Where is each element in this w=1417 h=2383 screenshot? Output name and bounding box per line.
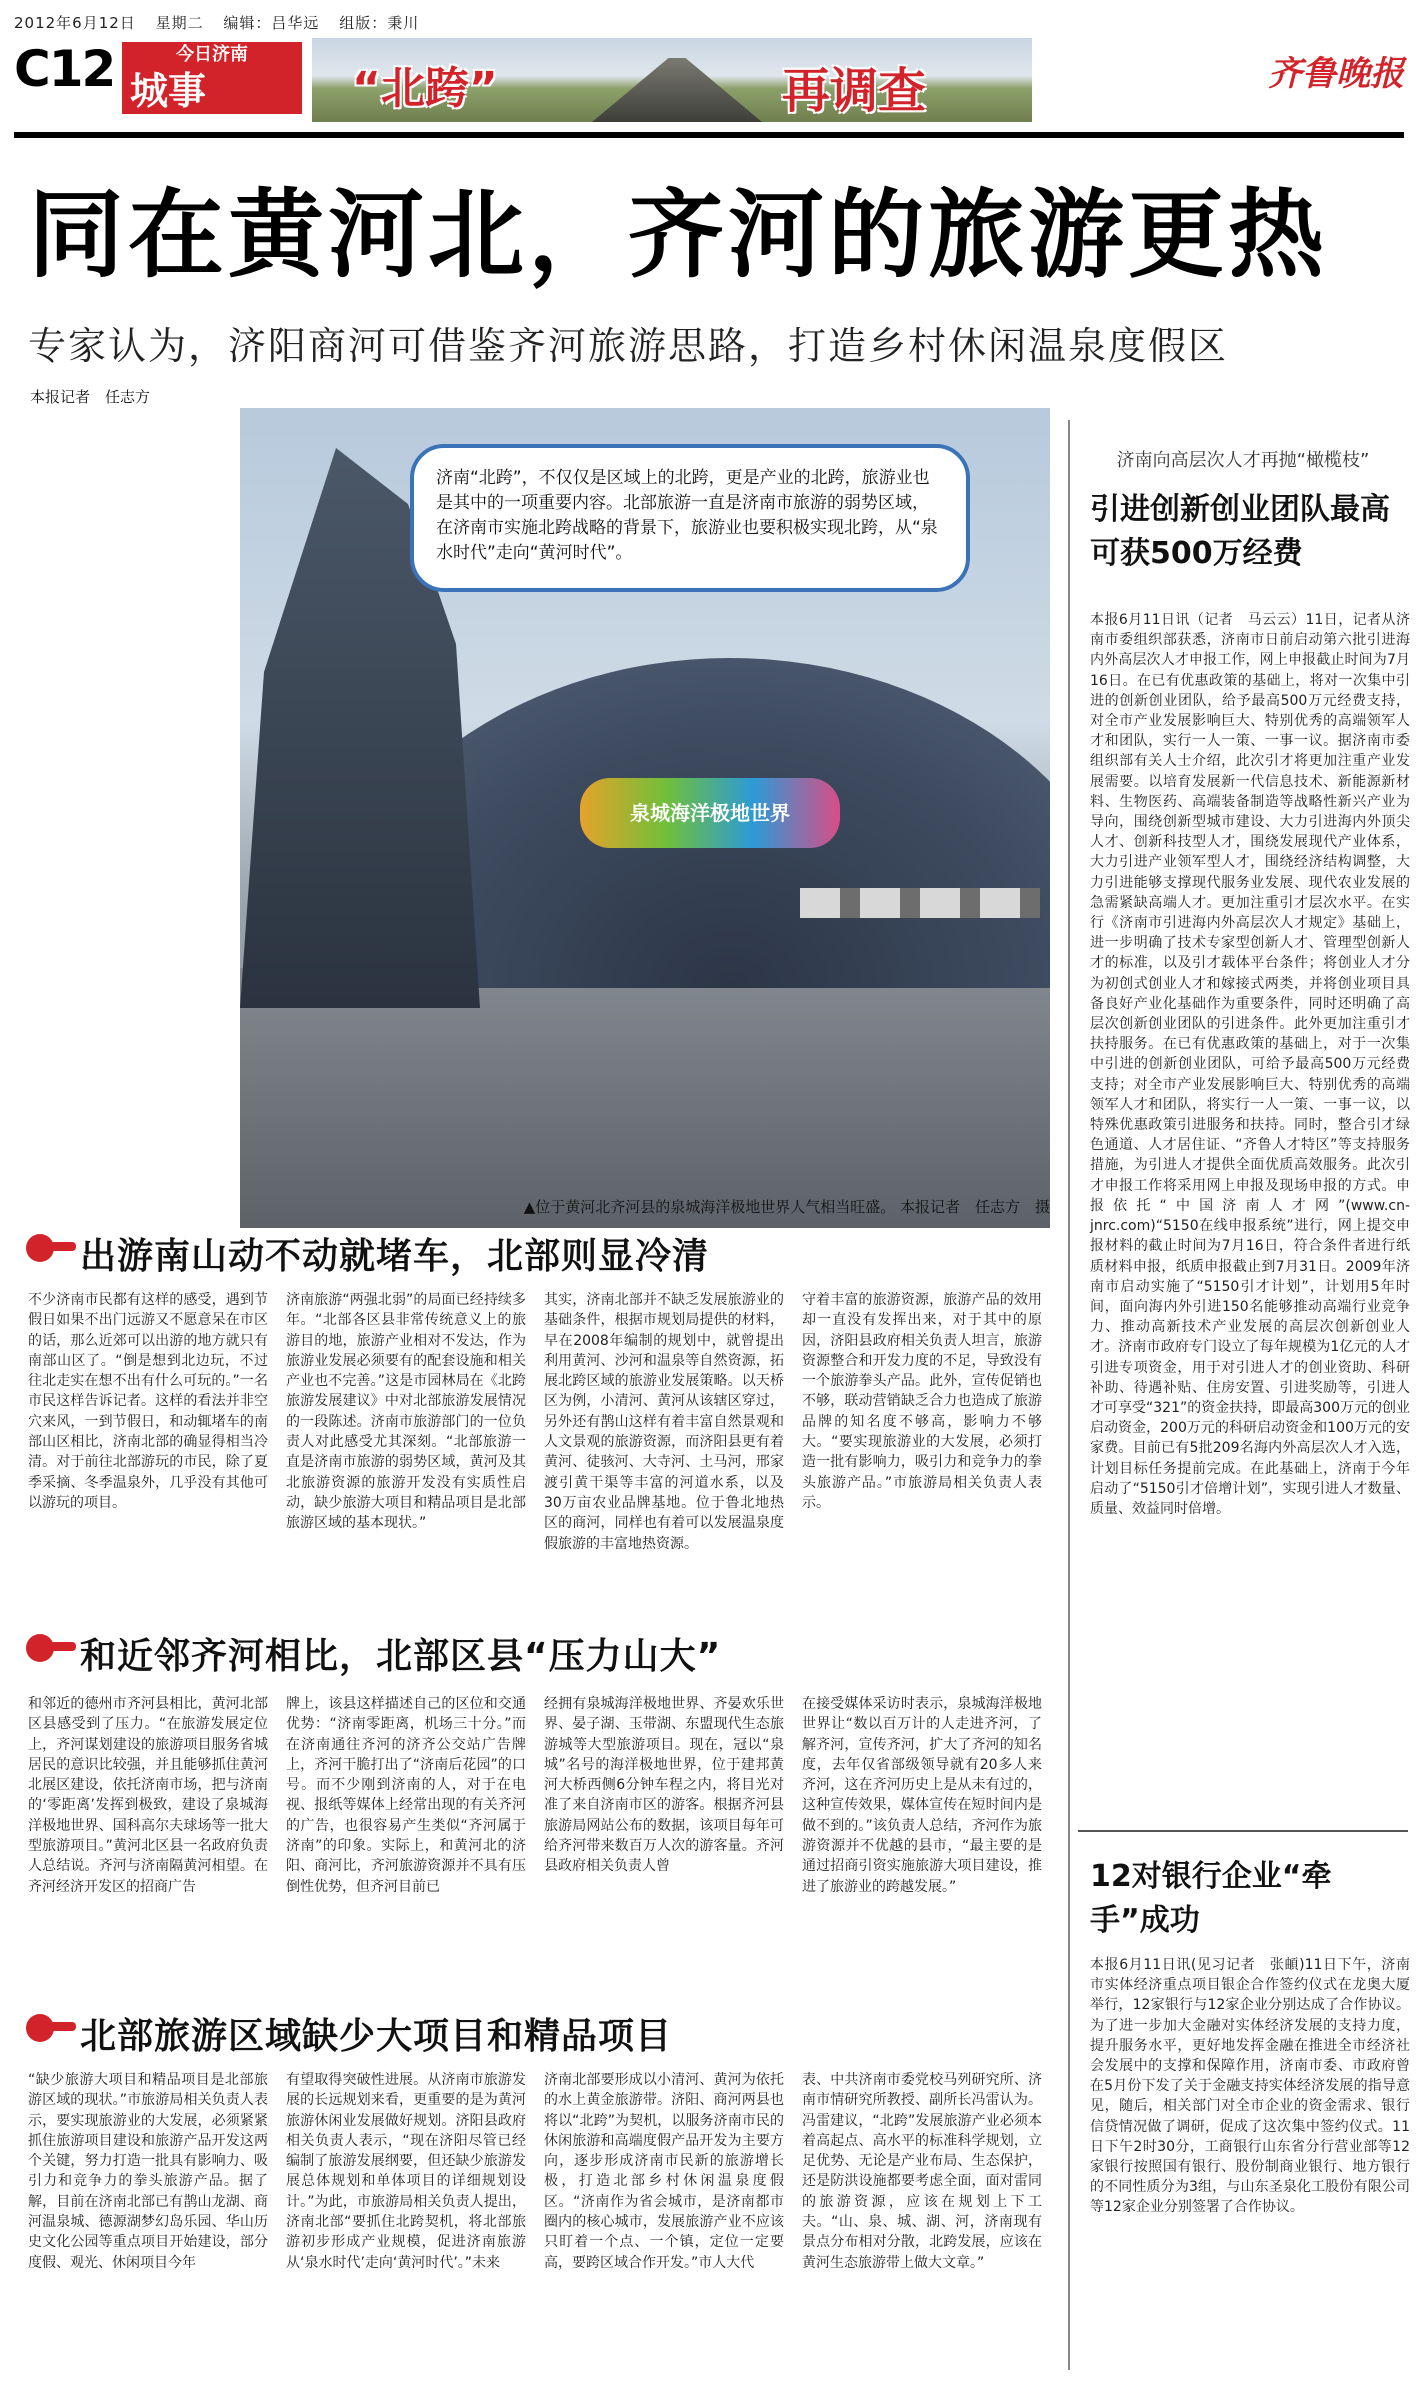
section-2-column-1: 和邻近的德州市齐河县相比，黄河北部区县感受到了压力。“在旅游发展定位上，齐河谋划建设的旅游项目服务省城居民的意识比较强，并且能够抓住黄河北展区建设，依托济南市场，把与济南的‘零距离’发挥到极致，建设了泉城海洋极地世界、国科高尔夫球场等一批大型旅游项目。”黄河北区县一名政府负责人总结说。齐河与济南隔黄河相望。在齐河经济开发区的招商广告 (28, 1696, 268, 1895)
railway-track-image (592, 58, 762, 122)
section-2-column-2: 牌上，该县这样描述自己的区位和交通优势：“济南零距离，机场三十分。”而在济南通往齐河的济齐公交站广告牌上，齐河干脆打出了“济南后花园”的口号。而不少刚到济南的人，对于在电视、报纸等媒体上经常出现的有关齐河的广告，也很容易产生类似“齐河属于济南”的印象。实际上，和黄河北的济阳、商河比，齐河旅游资源并不具有压倒性优势，但齐河目前已 (286, 1696, 526, 1895)
section-3-column-2: 有望取得突破性进展。从济南市旅游发展的长远规划来看，更重要的是为黄河旅游休闲业发展做好规划。济阳县政府相关负责人表示，“现在济阳尽管已经编制了旅游发展纲要，但还缺少旅游发展总体规划和单体项目的详细规划设计。”为此，市旅游局相关负责人提出，济南北部“要抓住北跨契机，将北部旅游初步形成产业规模，促进济南旅游从‘泉水时代’走向‘黄河时代’。”未来 (286, 2072, 526, 2271)
pointing-hand-icon (26, 2010, 78, 2046)
section-1-column-2: 济南旅游“两强北弱”的局面已经持续多年。“北部各区县非常传统意义上的旅游目的地，旅游产业相对不发达，作为旅游业发展必须要有的配套设施和相关产业也不完善。”这是市园林局在《北跨旅游发展建议》中对北部旅游发展情况的一段陈述。济南市旅游部门的一位负责人对此感受尤其深刻。“北部旅游一直是济南市旅游的弱势区域，黄河及其北旅游资源的旅游开发没有实质性启动，缺少旅游大项目和精品项目是北部旅游区域的基本现状。” (286, 1292, 526, 1532)
page-number: C12 (14, 40, 115, 98)
pointing-hand-icon (26, 1230, 78, 1266)
photo-caption: ▲位于黄河北齐河县的泉城海洋极地世界人气相当旺盛。 本报记者 任志方 摄 (523, 1198, 1050, 1216)
pointing-hand-icon (26, 1630, 78, 1666)
photo-sign: 泉城海洋极地世界 (580, 778, 840, 848)
photo-parked-cars (800, 888, 1040, 918)
editor: 编辑：吕华远 (223, 14, 320, 32)
header-banner (312, 38, 1032, 122)
section-3-column-3: 济南北部要形成以小清河、黄河为依托的水上黄金旅游带。济阳、商河两县也将以“北跨”为契机，以服务济南市民的休闲旅游和高端度假产品开发为主要方向，逐步形成济南市民新的旅游增长极，打造北部乡村休闲温泉度假区。“济南作为省会城市，是济南都市圈内的核心城市，发展旅游产业不应该只盯着一个点、一个镇，定位一定要高，要跨区域合作开发。”市人大代 (544, 2072, 784, 2271)
quote-bubble: 济南“北跨”，不仅仅是区域上的北跨，更是产业的北跨，旅游业也是其中的一项重要内容。北部旅游一直是济南市旅游的弱势区域，在济南市实施北跨战略的背景下，旅游业也要积极实现北跨，从“泉水时代”走向“黄河时代”。 (410, 444, 970, 592)
section-2-column-3: 经拥有泉城海洋极地世界、齐晏欢乐世界、晏子湖、玉带湖、东盟现代生态旅游城等大型旅游项目。现在，冠以“泉城”名号的海洋极地世界，位于建邦黄河大桥西侧6分钟车程之内，将目光对准了来自济南市区的游客。根据齐河县旅游局网站公布的数据，该项目每年可给齐河带来数百万人次的游客量。齐河县政府相关负责人曾 (544, 1696, 784, 1875)
banner-right-text: 再调查 (782, 63, 927, 119)
section-3-column-1: “缺少旅游大项目和精品项目是北部旅游区域的现状。”市旅游局相关负责人表示，要实现旅游业的大发展，必须紧紧抓住旅游项目建设和旅游产品开发这两个关键，努力打造一批具有影响力、吸引力和竞争力的拳头旅游产品。据了解，目前在济南北部已有鹊山龙湖、商河温泉城、德源湖梦幻岛乐园、华山历史文化公园等重点项目开始建设，部分度假、观光、休闲项目今年 (28, 2072, 268, 2271)
sidebar-kicker: 济南向高层次人才再抛“橄榄枝” (1116, 450, 1370, 471)
section-heading-1: 出游南山动不动就堵车，北部则显冷清 (80, 1236, 710, 1277)
sidebar-title-2: 12对银行企业“牵手”成功 (1090, 1859, 1332, 1938)
subheadline: 专家认为，济阳商河可借鉴齐河旅游思路，打造乡村休闲温泉度假区 (28, 324, 1229, 368)
section-heading-2: 和近邻齐河相比，北部区县“压力山大” (80, 1636, 722, 1677)
newspaper-logo: 齐鲁晚报 (1268, 54, 1404, 94)
date: 2012年6月12日 (14, 14, 136, 32)
header-rule (14, 132, 1404, 138)
sidebar-title: 引进创新创业团队最高可获500万经费 (1090, 492, 1390, 571)
sidebar-body-2: 本报6月11日讯(见习记者 张頔)11日下午，济南市实体经济重点项目银企合作签约仪式在龙奥大厦举行，12家银行与12家企业分别达成了合作协议。为了进一步加大金融对实体经济发展的支持力度，提升服务水平，更好地发挥金融在推进全市经济社会发展中的支撑和保障作用，济南市委、市政府曾在5月份下发了关于金融支持实体经济发展的指导意见，随后，相关部门对全市企业的资金需求、银行信贷情况做了调研，促成了这次集中签约仪式。11日下午2时30分，工商银行山东省分行营业部等12家银行按照国有银行、股份制商业银行、地方银行的不同性质分为3组，与山东圣泉化工股份有限公司等12家企业分别签署了合作协议。 (1090, 1957, 1410, 2216)
sidebar-rule (1078, 1830, 1408, 1832)
sidebar-divider (1068, 420, 1070, 2370)
section-heading-3: 北部旅游区域缺少大项目和精品项目 (80, 2016, 673, 2057)
dateline (14, 12, 433, 33)
weekday: 星期二 (155, 14, 204, 32)
banner-left-text: “北跨” (352, 63, 498, 114)
byline: 本报记者 任志方 (30, 388, 151, 406)
section-3-column-4: 表、中共济南市委党校马列研究所、济南市情研究所教授、副所长冯雷认为。冯雷建议，“北跨”发展旅游产业必须本着高起点、高水平的标准科学规划，立足优势、无论是产业布局、生态保护，还是防洪设施都要考虑全面，面对雷同的旅游资源，应该在规划上下工夫。“山、泉、城、湖、河，济南现有景点分布相对分散，北跨发展，应该在黄河生态旅游带上做大文章。” (802, 2072, 1042, 2271)
section-2-column-4: 在接受媒体采访时表示，泉城海洋极地世界让“数以百万计的人走进齐河，了解齐河，宣传齐河，扩大了齐河的知名度，去年仅省部级领导就有20多人来齐河，这在齐河历史上是从未有过的，这种宣传效果，媒体宣传在短时间内是做不到的。”该负责人总结，齐河作为旅游资源并不优越的县市，“最主要的是通过招商引资实施旅游大项目建设，推进了旅游业的跨越发展。” (802, 1696, 1042, 1895)
section-1-column-3: 其实，济南北部并不缺乏发展旅游业的基础条件，根据市规划局提供的材料，早在2008年编制的规划中，就曾提出利用黄河、沙河和温泉等自然资源，拓展北跨区域的旅游业发展策略。以天桥区为例，小清河、黄河从该辖区穿过，另外还有鹊山这样有着丰富自然景观和人文景观的旅游资源，而济阳县更有着黄河、徒骇河、大寺河、土马河，邢家渡引黄干渠等丰富的河道水系，以及30万亩农业品牌基地。位于鲁北地热区的商河，同样也有着可以发展温泉度假旅游的丰富地热资源。 (544, 1292, 784, 1552)
headline: 同在黄河北，齐河的旅游更热 (28, 179, 1328, 291)
section-title: 城事 (122, 68, 302, 114)
section-1-column-1: 不少济南市民都有这样的感受，遇到节假日如果不出门远游又不愿意呆在市区的话，那么近郊可以出游的地方就只有南部山区了。“倒是想到北边玩，不过往北走实在想不出有什么可玩的。”一名市民这样告诉记者。这样的看法并非空穴来风，一到节假日，和动辄堵车的南部山区相比，济南北部的确显得相当冷清。对于前往北部游玩的市民，除了夏季采摘、冬季温泉外，几乎没有其他可以游玩的项目。 (28, 1292, 268, 1511)
section-1-column-4: 守着丰富的旅游资源，旅游产品的效用却一直没有发挥出来，对于其中的原因，济阳县政府相关负责人坦言，旅游资源整合和开发力度的不足，导致没有一个旅游拳头产品。此外，宣传促销也不够，联动营销缺乏合力也造成了旅游品牌的知名度不够高，影响力不够大。“要实现旅游业的大发展，必须打造一批有影响力，吸引力和竞争力的拳头旅游产品。”市旅游局相关负责人表示。 (802, 1292, 1042, 1511)
section-tag: 今日济南 (122, 42, 302, 68)
sidebar-body: 本报6月11日讯（记者 马云云）11日，记者从济南市委组织部获悉，济南市日前启动第六批引进海内外高层次人才申报工作，网上申报截止时间为7月16日。在已有优惠政策的基础上，将对一次集中引进的创新创业团队，给予最高500万元经费支持，对全市产业发展影响巨大、特别优秀的高端领军人才和团队，实行一人一策、一事一议。据济南市委组织部有关人士介绍，此次引才将更加注重产业发展需要。以培育发展新一代信息技术、新能源新材料、生物医药、高端装备制造等战略性新兴产业为导向，围绕创新型城市建设、大力引进海内外顶尖人才、创新科技型人才，围绕发展现代产业体系，大力引进产业领军型人才，围绕经济结构调整，大力引进能够支撑现代服务业发展、现代农业发展的急需紧缺高端人才。更加注重引才层次水平。在实行《济南市引进海内外高层次人才规定》基础上，进一步明确了技术专家型创新人才、管理型创新人才的标准，以及引才载体平台条件；将创业人才分为初创式创业人才和嫁接式两类，并将创业项目具备良好产业化基础作为重要条件，同时还明确了高层次创新创业团队的引进条件。此外更加注重引才扶持服务。在已有优惠政策的基础上，对于一次集中引进的创新创业团队，可给予最高500万元经费支持；对全市产业发展影响巨大、特别优秀的高端领军人才和团队，将实行一人一策、一事一议，以特殊优惠政策引进服务和扶持。同时，整合引才绿色通道、人才居住证、“齐鲁人才特区”等支持服务措施，为引进人才提供全面优质高效服务。此次引才申报工作将采用网上申报及现场申报的方式。申报依托“中国济南人才网”(www.cn-jnrc.com)“5150在线申报系统”进行，网上提交申报材料的截止时间为7月16日，符合条件者进行纸质材料申报，纸质申报截止到7月31日。2009年济南市启动实施了“5150引才计划”，计划用5年时间，面向海内外引进150名能够推动高端行业竞争力、推动高新技术产业发展的高层次创新创业人才。济南市政府专门设立了每年规模为1亿元的人才引进专项资金，用于对引进人才的创业资助、科研补助、待遇补贴、住房安置、引进奖励等，引进人才可享受“321”的资金扶持，即最高300万元的创业启动资金，200万元的科研启动资金和100万元的安家费。目前已有5批209名海内外高层次人才入选，计划目标任务提前完成。在此基础上，济南于今年启动了“5150引才倍增计划”，实现引进人才数量、质量、效益同时倍增。 (1090, 612, 1410, 1517)
layout-editor: 组版：秉川 (339, 14, 420, 32)
